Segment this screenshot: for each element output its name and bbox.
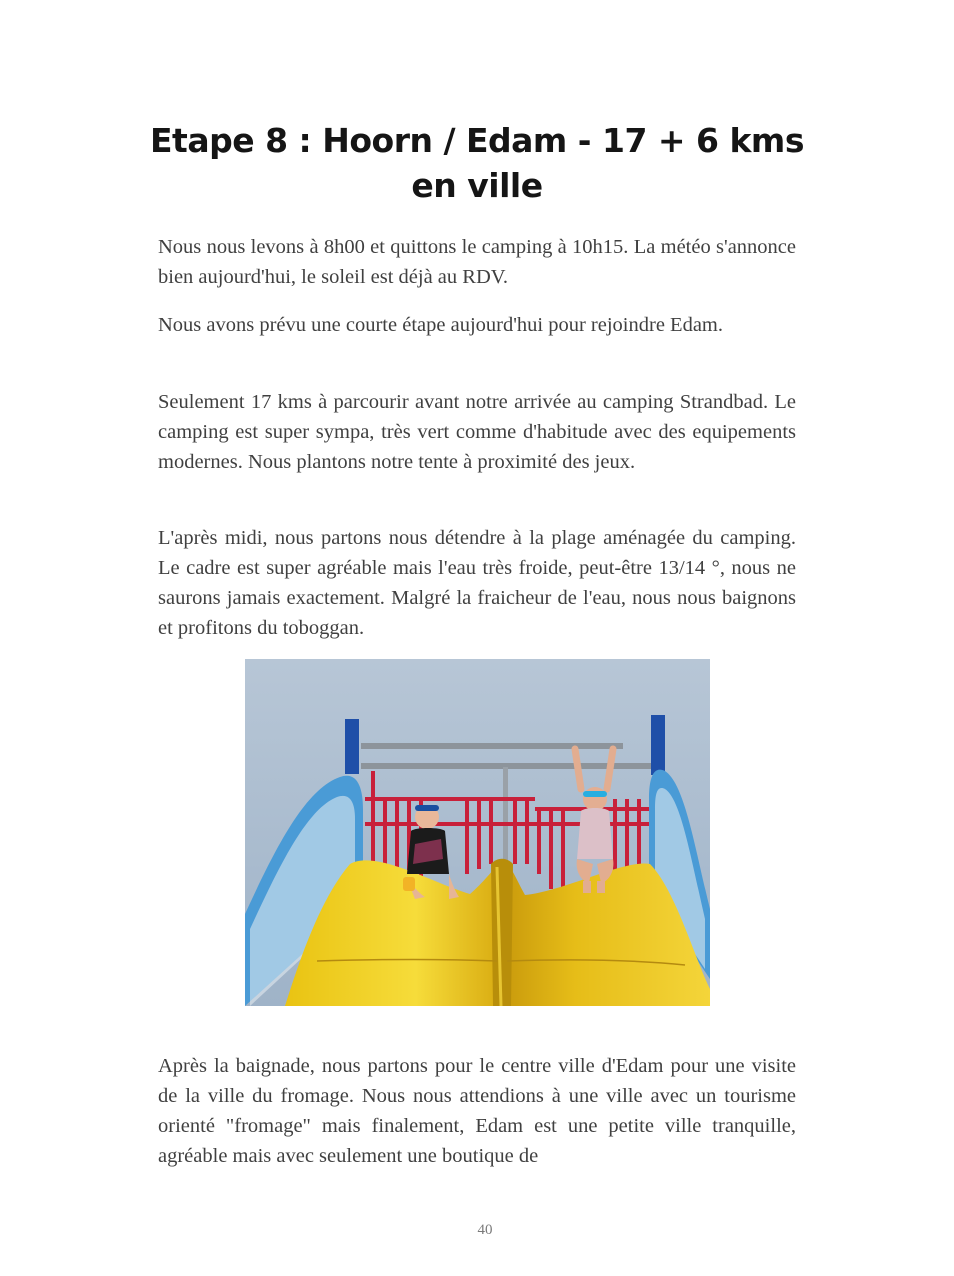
paragraph-1: Nous nous levons à 8h00 et quittons le camping à 10h15. La météo s'annonce bien aujourd'hui, le soleil est déjà au RDV. bbox=[158, 236, 796, 288]
paragraph-5: Après la baignade, nous partons pour le centre ville d'Edam pour une visite de la ville du fromage. Nous nous attendions à une ville avec un tourisme orienté "fromage" mais finalement, Edam est une petite ville tranquille, agréable mais avec seulement une boutique de bbox=[158, 1055, 796, 1167]
slide-divider bbox=[491, 859, 513, 1006]
water-slide-photo bbox=[245, 659, 710, 1006]
left-post bbox=[345, 719, 359, 774]
paragraph-2: Nous avons prévu une courte étape aujourd'hui pour rejoindre Edam. bbox=[158, 314, 723, 336]
paragraph-3: Seulement 17 kms à parcourir avant notre arrivée au camping Strandbad. Le camping est super sympa, très vert comme d'habitude avec des equipements modernes. Nous plantons notre tente à proximité des jeux. bbox=[158, 391, 796, 473]
paragraph-4: L'après midi, nous partons nous détendre à la plage aménagée du camping. Le cadre est super agréable mais l'eau très froide, peut-être 13/14 °, nous ne saurons jamais exactement. Malgré la fraicheur de l'eau, nous nous baignons et profitons du toboggan. bbox=[158, 527, 796, 639]
top-bar bbox=[361, 743, 623, 749]
page-title: Etape 8 : Hoorn / Edam - 17 + 6 kms en ville bbox=[150, 121, 804, 205]
page-number: 40 bbox=[477, 1222, 493, 1238]
right-post bbox=[651, 715, 665, 775]
